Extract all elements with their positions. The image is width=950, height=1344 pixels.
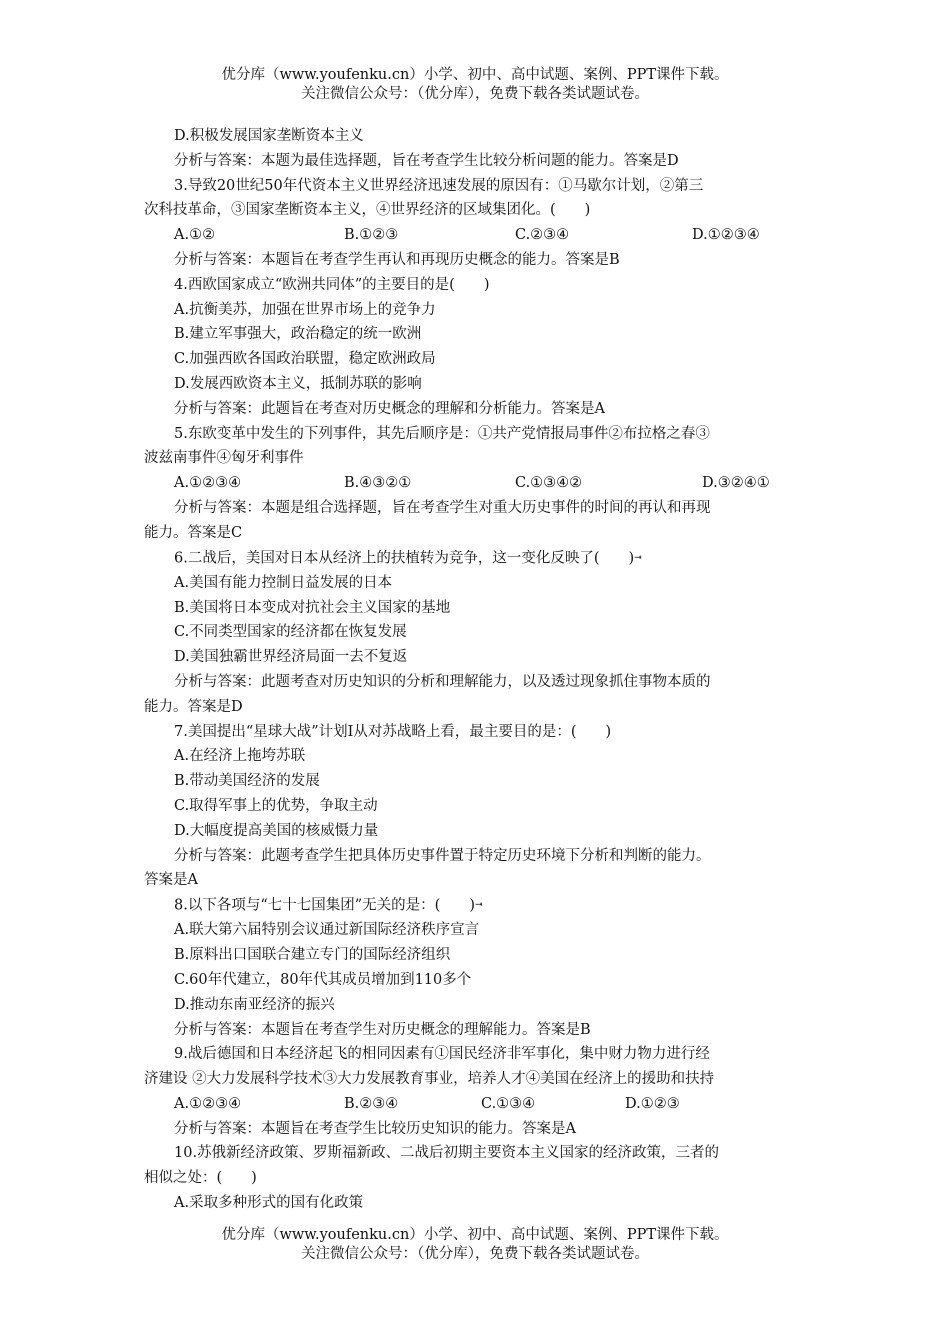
q8-option-d: D.推动东南亚经济的振兴: [174, 996, 335, 1013]
q4-option-d: D.发展西欧资本主义，抵制苏联的影响: [174, 375, 422, 392]
q6-stem-text: 6.二战后，美国对日本从经济上的扶植转为竞争，这一变化反映了( ): [174, 549, 635, 566]
q7-option-b: B.带动美国经济的发展: [174, 773, 320, 790]
q10-option-a: A.采取多种形式的国有化政策: [174, 1195, 364, 1212]
q7-option-a: A.在经济上拖垮苏联: [174, 748, 306, 765]
q3-option-d: D.①②③④: [692, 227, 760, 244]
q4-option-a: A.抗衡美苏，加强在世界市场上的竞争力: [174, 301, 436, 318]
prev-analysis: 分析与答案：本题为最佳选择题，旨在考查学生比较分析问题的能力。答案是D: [174, 152, 679, 169]
q4-analysis: 分析与答案：此题旨在考查对历史概念的理解和分析能力。答案是A: [174, 400, 605, 417]
q3-stem-line1: 3.导致20世纪50年代资本主义世界经济迅速发展的原因有：①马歇尔计划，②第三: [174, 177, 704, 194]
q6-format-mark: ⇥: [634, 552, 642, 563]
q4-stem: 4.西欧国家成立“欧洲共同体”的主要目的是( ): [174, 276, 490, 293]
q6-option-d: D.美国独霸世界经济局面一去不复返: [174, 649, 408, 666]
q3-options: [144, 223, 806, 248]
q5-option-d: D.③②④①: [702, 475, 770, 492]
q5-option-b: B.④③②①: [344, 475, 412, 492]
q5-stem-line2: 波兹南事件④匈牙利事件: [144, 450, 304, 467]
q6-option-a: A.美国有能力控制日益发展的日本: [174, 574, 393, 591]
q5-option-a: A.①②③④: [174, 475, 242, 492]
q6-option-c: C.不同类型国家的经济都在恢复发展: [174, 624, 407, 641]
q7-analysis-line1: 分析与答案：此题考查学生把具体历史事件置于特定历史环境下分析和判断的能力。: [174, 847, 711, 864]
page-header: [0, 66, 950, 104]
q4-option-c: C.加强西欧各国政治联盟，稳定欧洲政局: [174, 351, 436, 368]
q8-option-b: B.原料出口国联合建立专门的国际经济组织: [174, 947, 451, 964]
q5-analysis-line2: 能力。答案是C: [144, 524, 243, 541]
q3-option-b: B.①②③: [344, 227, 399, 244]
q6-stem: [144, 546, 806, 571]
q8-analysis: 分析与答案：本题旨在考查学生对历史概念的理解能力。答案是B: [174, 1021, 591, 1038]
footer-line-1: 优分库（www.youfenku.cn）小学、初中、高中试题、案例、PPT课件下载。: [221, 1227, 729, 1243]
q7-option-c: C.取得军事上的优势，争取主动: [174, 797, 378, 814]
q9-stem-line2: 济建设 ②大力发展科学技术③大力发展教育事业，培养人才④美国在经济上的援助和扶持: [144, 1071, 715, 1088]
q7-option-d: D.大幅度提高美国的核威慑力量: [174, 822, 379, 839]
q7-stem: 7.美国提出“星球大战”计划Ⅰ从对苏战略上看，最主要目的是：( ): [174, 723, 612, 740]
q9-option-b: B.②③④: [344, 1095, 399, 1112]
q3-analysis: 分析与答案：本题旨在考查学生再认和再现历史概念的能力。答案是B: [174, 251, 620, 268]
q10-stem-line2: 相似之处：( ): [144, 1170, 257, 1187]
q6-analysis-line2: 能力。答案是D: [144, 698, 243, 715]
q9-options: [144, 1092, 806, 1117]
q6-option-b: B.美国将日本变成对抗社会主义国家的基地: [174, 599, 451, 616]
q8-option-a: A.联大第六届特别会议通过新国际经济秩序宣言: [174, 922, 480, 939]
q8-format-mark: ⇥: [474, 900, 483, 911]
q5-options: [144, 471, 806, 496]
document-body: [144, 124, 806, 1216]
q8-stem: [144, 893, 806, 918]
q9-option-c: C.①③④: [481, 1095, 536, 1112]
header-line-1: 优分库（www.youfenku.cn）小学、初中、高中试题、案例、PPT课件下载。: [221, 67, 729, 83]
q5-option-c: C.①③④②: [515, 475, 583, 492]
q6-analysis-line1: 分析与答案：此题考查对历史知识的分析和理解能力，以及透过现象抓住事物本质的: [174, 673, 711, 690]
q5-analysis-line1: 分析与答案：本题是组合选择题，旨在考查学生对重大历史事件的时间的再认和再现: [174, 499, 711, 516]
q9-stem-line1: 9.战后德国和日本经济起飞的相同因素有①国民经济非军事化，集中财力物力进行经: [174, 1046, 710, 1063]
q9-analysis: 分析与答案：本题旨在考查学生比较历史知识的能力。答案是A: [174, 1120, 576, 1137]
q4-option-b: B.建立军事强大，政治稳定的统一欧洲: [174, 326, 422, 343]
q5-stem-line1: 5.东欧变革中发生的下列事件，其先后顺序是：①共产党情报局事件②布拉格之春③: [174, 425, 710, 442]
q3-option-a: A.①②: [174, 227, 216, 244]
q3-option-c: C.②③④: [515, 227, 570, 244]
page-footer: [0, 1226, 950, 1264]
q3-stem-line2: 次科技革命，③国家垄断资本主义，④世界经济的区域集团化。( ): [144, 202, 591, 219]
q8-option-c: C.60年代建立，80年代其成员增加到110多个: [174, 971, 472, 988]
q9-option-d: D.①②③: [625, 1095, 680, 1112]
q9-option-a: A.①②③④: [174, 1095, 242, 1112]
q7-analysis-line2: 答案是A: [144, 872, 198, 889]
header-line-2: 关注微信公众号：（优分库），免费下载各类试题试卷。: [301, 86, 649, 102]
prev-option-d: D.积极发展国家垄断资本主义: [174, 128, 364, 144]
q8-stem-text: 8.以下各项与“七十七国集团”无关的是：( ): [174, 897, 475, 914]
q10-stem-line1: 10.苏俄新经济政策、罗斯福新政、二战后初期主要资本主义国家的经济政策，三者的: [174, 1145, 720, 1162]
footer-line-2: 关注微信公众号：（优分库），免费下载各类试题试卷。: [301, 1246, 649, 1262]
